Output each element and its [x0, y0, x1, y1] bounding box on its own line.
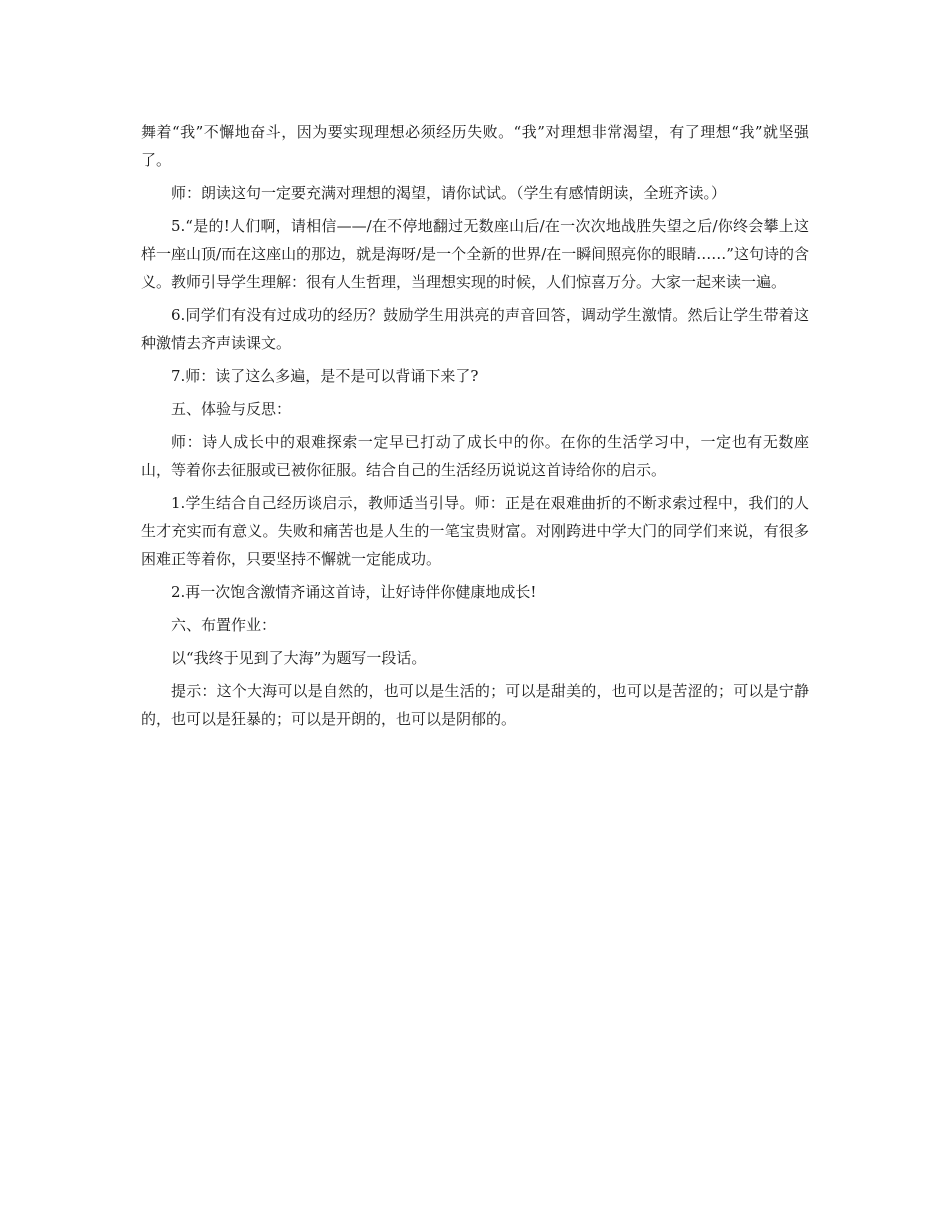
section-heading-reflection: 五、体验与反思： — [171, 400, 292, 418]
paragraph-item-6: 6.同学们有没有过成功的经历？鼓励学生用洪亮的声音回答，调动学生激情。然后让学生带着这种激情去齐声读课文。 — [141, 306, 809, 352]
paragraph-reflection-item-1: 1.学生结合自己经历谈启示，教师适当引导。师：正是在艰难曲折的不断求索过程中，我们的人生才充实而有意义。失败和痛苦也是人生的一笔宝贵财富。对刚跨进中学大门的同学们来说，有很多困难正等着你，只要坚持不懈就一定能成功。 — [141, 494, 809, 568]
paragraph-item-5: 5.“是的!人们啊，请相信——/在不停地翻过无数座山后/在一次次地战胜失望之后/你终会攀上这样一座山顶/而在这座山的那边，就是海呀/是一个全新的世界/在一瞬间照亮你的眼睛……”这句诗的含义。教师引导学生理解：很有人生哲理，当理想实现的时候，人们惊喜万分。大家一起来读一遍。 — [141, 217, 809, 291]
paragraph-teacher-reflection: 师：诗人成长中的艰难探索一定早已打动了成长中的你。在你的生活学习中，一定也有无数座山，等着你去征服或已被你征服。结合自己的生活经历说说这首诗给你的启示。 — [141, 433, 809, 479]
paragraph-item-7: 7.师：读了这么多遍，是不是可以背诵下来了? — [171, 367, 479, 385]
paragraph-continuation: 舞着“我”不懈地奋斗，因为要实现理想必须经历失败。“我”对理想非常渴望，有了理想“我”就坚强了。 — [141, 123, 809, 169]
section-heading-homework: 六、布置作业： — [171, 616, 277, 634]
paragraph-teacher-reading: 师：朗读这句一定要充满对理想的渴望，请你试试。（学生有感情朗读，全班齐读。） — [171, 184, 727, 202]
paragraph-homework-hint: 提示：这个大海可以是自然的，也可以是生活的；可以是甜美的，也可以是苦涩的；可以是宁静的，也可以是狂暴的；可以是开朗的，也可以是阴郁的。 — [141, 682, 809, 728]
paragraph-homework-topic: 以“我终于见到了大海”为题写一段话。 — [171, 649, 427, 667]
paragraph-reflection-item-2: 2.再一次饱含激情齐诵这首诗，让好诗伴你健康地成长! — [171, 583, 537, 601]
document-page — [141, 118, 809, 733]
